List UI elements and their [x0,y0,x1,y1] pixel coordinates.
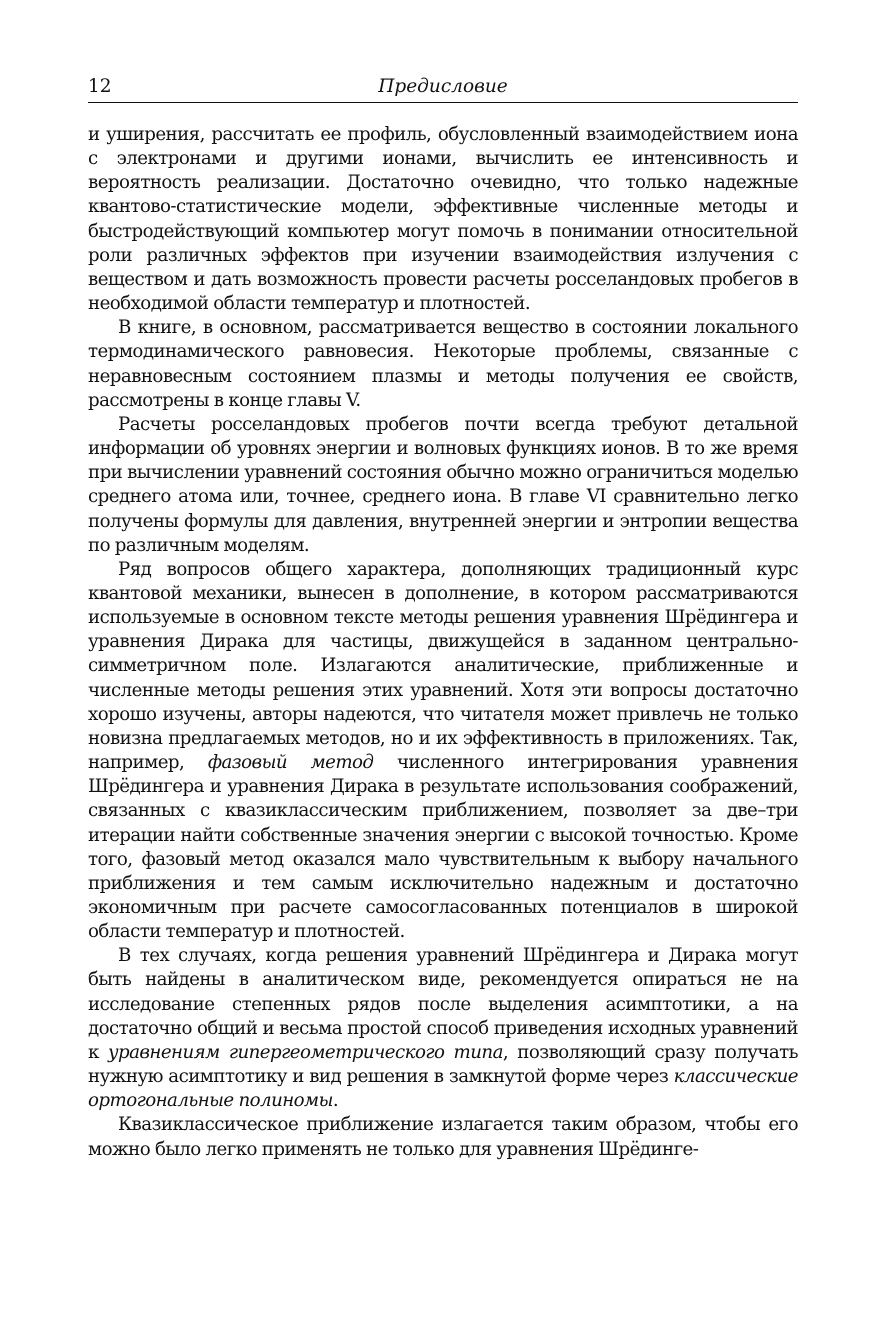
paragraph-text: , позволяющий сразу получать нужную асимптотику и вид решения в замкнутой форме через [88,1041,798,1088]
paragraph-text: Расчеты росселандовых пробегов почти всегда требуют детальной информации об уровнях энергии и волновых функциях ионов. В то же время при вычислении уравнений состояния обычно можно ограничиться моделью среднего атома или, точнее, среднего иона. В главе VI сравнительно легко получены формулы для давления, внутренней энергии и энтропии вещества по различным моделям. [88,413,798,556]
running-title: Предисловие [378,76,508,97]
paragraph-text: . [332,1090,339,1112]
paragraph-text: В тех случаях, когда решения уравнений Шрёдингера и Дирака могут быть найдены в аналитическом виде, рекомендуется опираться не на исследование степенных рядов после выделения асимптотики, а на достаточно общий и весьма простой способ приведения исходных уравнений к [88,945,798,1063]
paragraph-appendix-methods [88,558,798,945]
paragraph-continued [88,123,798,316]
paragraph-text: Ряд вопросов общего характера, дополняющих традиционный курс квантовой механики, вынесен в дополнение, в котором рассматриваются используемые в основном тексте методы решения уравнения Шрёдингера и уравнения Дирака для частицы, движущейся в заданном центрально-симметричном поле. Излагаются аналитические, приближенные и численные методы решения этих уравнений. Хотя эти вопросы достаточно хорошо изучены, авторы надеются, что читателя может привлечь не только новизна предлагаемых методов, но и их эффективность в приложениях. Так, например, [88,558,798,774]
emphasis-hypergeometric: уравнениям гипергеометрического типа [107,1041,503,1063]
paragraph-text: численного интегрирования уравнения Шрёдингера и уравнения Дирака в результате использования соображений, связанных с квазиклассическим приближением, позволяет за две–три итерации найти собственные значения энергии с высокой точностью. Кроме того, фазовый метод оказался мало чувствительным к выбору начального приближения и тем самым исключительно надежным и достаточно экономичным при расчете самосогласованных потенциалов в широкой области температур и плотностей. [88,752,799,943]
paragraph-text: Квазиклассическое приближение излагается таким образом, чтобы его можно было легко применять не только для уравнения Шрёдинге- [88,1114,798,1160]
paragraph-text: В книге, в основном, рассматривается вещество в состоянии локального термодинамического равновесия. Некоторые проблемы, связанные с неравновесным состоянием плазмы и методы получения ее свойств, рассмотрены в конце главы V. [88,317,798,411]
page-number: 12 [88,76,112,97]
paragraph-rosseland-ranges [88,413,798,558]
page [88,74,798,1162]
paragraph-analytic-solutions [88,944,798,1113]
body-text [88,123,798,1162]
emphasis-orthogonal-polynomials: классические ортогональные полиномы [88,1066,798,1112]
paragraph-quasiclassical [88,1113,798,1161]
running-head [88,74,798,103]
emphasis-phase-method: фазовый метод [207,752,374,774]
paragraph-text: и уширения, рассчитать ее профиль, обусловленный взаимодействием иона с электронами и другими ионами, вычислить ее интенсивность и вероятность реализации. Достаточно очевидно, что только надежные квантово-статистические модели, эффективные численные методы и быстродействующий компьютер могут помочь в понимании относительной роли различных эффектов при изучении взаимодействия излучения с веществом и дать возможность провести расчеты росселандовых пробегов в необходимой области температур и плотностей. [88,124,798,315]
paragraph-lte-scope [88,316,798,413]
